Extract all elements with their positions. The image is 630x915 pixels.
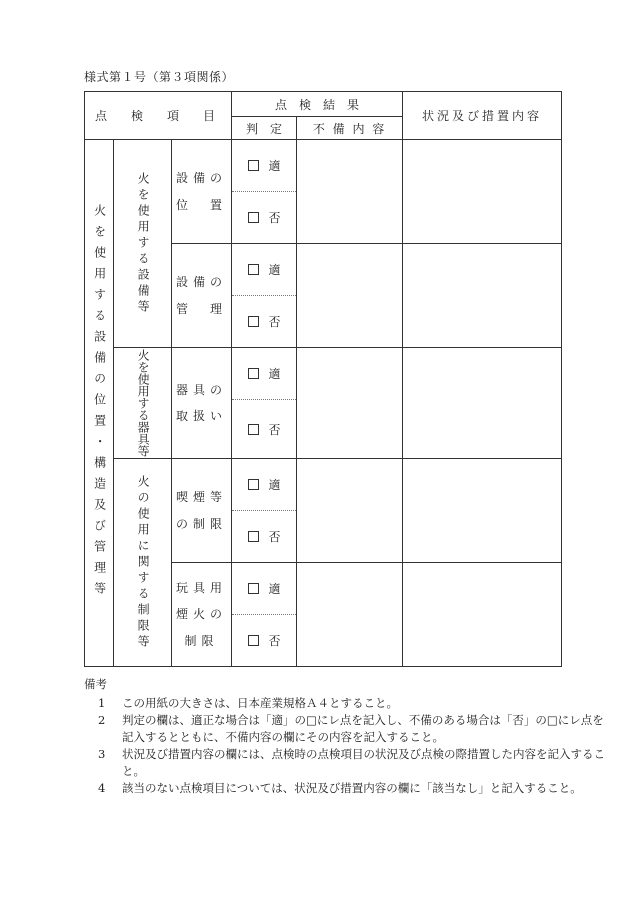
note-item: 4 該当のない点検項目については、状況及び措置内容の欄に「該当なし」と記入すること。 [98, 781, 582, 795]
item-smoking-restriction: 喫煙等 の制限 [172, 459, 232, 563]
header-inspection-result: 点 検 結 果 [232, 92, 403, 117]
category-main-cell [85, 140, 114, 667]
category-main-label: 火を使用する設備の位置・構造及び管理等 [92, 203, 107, 603]
notes-title: 備考 [84, 677, 107, 691]
judgment-pass-5[interactable]: 適 [232, 563, 297, 615]
form-number: 様式第１号（第３項関係） [84, 70, 235, 84]
header-defect-content: 不 備 内 容 [297, 117, 403, 140]
checkbox-icon [248, 368, 259, 379]
judgment-fail-5[interactable]: 否 [232, 615, 297, 667]
checkbox-icon [248, 635, 259, 646]
note-item: 1 この用紙の大きさは、日本産業規格Ａ４とすること。 [98, 696, 398, 710]
checkbox-icon [248, 264, 259, 275]
group-label-equipment: 火を使用する設備等 [136, 171, 151, 316]
header-status-measures: 状況及び措置内容 [403, 92, 562, 140]
checkbox-icon [248, 583, 259, 594]
item-appliance-handling: 器具の 取扱い [172, 348, 232, 459]
group-label-appliance: 火を使用する器具等 [136, 349, 151, 457]
item-equipment-management: 設備の 管 理 [172, 244, 232, 348]
inspection-table [84, 91, 562, 667]
status-cell-2[interactable] [403, 244, 562, 348]
checkbox-icon [248, 424, 259, 435]
item-equipment-location: 設備の 位 置 [172, 140, 232, 244]
header-judgment: 判 定 [232, 117, 297, 140]
group-cell-fire-use [114, 459, 172, 667]
defect-cell-2[interactable] [297, 244, 403, 348]
judgment-fail-3[interactable]: 否 [232, 400, 297, 459]
defect-cell-3[interactable] [297, 348, 403, 459]
group-label-fire-use: 火の使用に関する制限等 [136, 474, 151, 651]
checkbox-icon [248, 160, 259, 171]
notes-section [84, 676, 614, 797]
group-cell-appliance [114, 348, 172, 459]
defect-cell-1[interactable] [297, 140, 403, 244]
defect-cell-4[interactable] [297, 459, 403, 563]
status-cell-4[interactable] [403, 459, 562, 563]
note-item: 2 判定の欄は、適正な場合は「適」の□にレ点を記入し、不備のある場合は「否」の□にレ点を記入するとともに、不備内容の欄にその内容を記入すること。 [98, 713, 604, 744]
note-item: 3 状況及び措置内容の欄には、点検時の点検項目の状況及び点検の際措置した内容を記入すること。 [98, 747, 605, 778]
judgment-fail-4[interactable]: 否 [232, 511, 297, 563]
item-toy-fireworks-restriction: 玩具用 煙火の 制限 [172, 563, 232, 667]
status-cell-5[interactable] [403, 563, 562, 667]
header-inspection-item: 点 検 項 目 [85, 92, 232, 140]
judgment-pass-1[interactable]: 適 [232, 140, 297, 192]
judgment-fail-1[interactable]: 否 [232, 192, 297, 244]
judgment-pass-3[interactable]: 適 [232, 348, 297, 400]
status-cell-1[interactable] [403, 140, 562, 244]
checkbox-icon [248, 316, 259, 327]
checkbox-icon [248, 531, 259, 542]
group-cell-equipment [114, 140, 172, 348]
status-cell-3[interactable] [403, 348, 562, 459]
checkbox-icon [248, 212, 259, 223]
judgment-pass-4[interactable]: 適 [232, 459, 297, 511]
checkbox-icon [248, 479, 259, 490]
judgment-fail-2[interactable]: 否 [232, 296, 297, 348]
judgment-pass-2[interactable]: 適 [232, 244, 297, 296]
defect-cell-5[interactable] [297, 563, 403, 667]
